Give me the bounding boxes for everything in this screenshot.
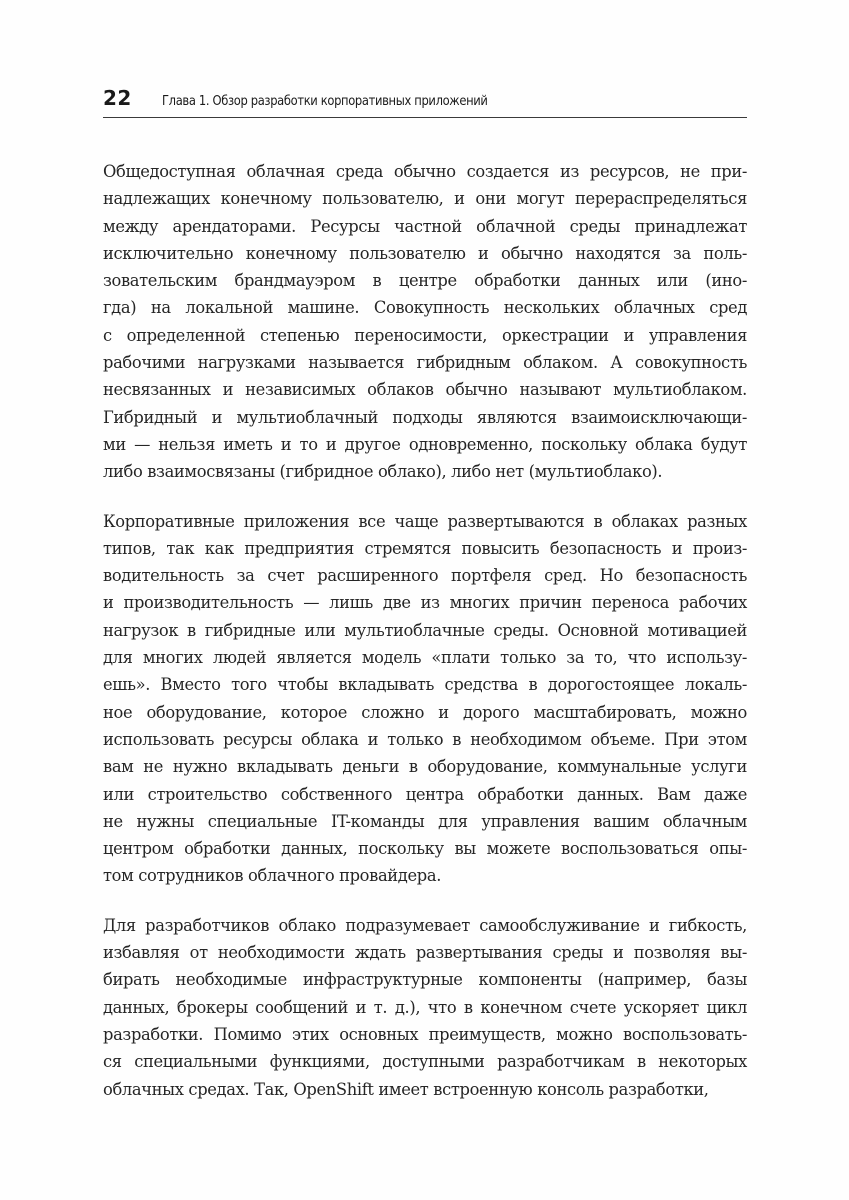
- text-line: бирать необходимые инфраструктурные компоненты (например, базы: [103, 970, 747, 990]
- chapter-title: Глава 1. Обзор разработки корпоративных приложений: [161, 94, 488, 109]
- paragraph-2: [103, 508, 747, 890]
- text-line: между арендаторами. Ресурсы частной облачной среды принадлежат: [103, 216, 747, 236]
- text-line: с определенной степенью переносимости, оркестрации и управления: [103, 325, 747, 345]
- text-line: несвязанных и независимых облаков обычно называют мультиоблаком.: [103, 380, 747, 400]
- text-line: использовать ресурсы облака и только в необходимом объеме. При этом: [103, 729, 747, 749]
- text-line: ми — нельзя иметь и то и другое одновременно, поскольку облака будут: [103, 434, 747, 454]
- text-line: Для разработчиков облако подразумевает самообслуживание и гибкость,: [103, 915, 747, 935]
- paragraph-3: [103, 912, 747, 1103]
- text-line: том сотрудников облачного провайдера.: [103, 866, 442, 886]
- text-line: исключительно конечному пользователю и обычно находятся за поль-: [103, 243, 747, 263]
- text-line: ешь». Вместо того чтобы вкладывать средства в дорогостоящее локаль-: [103, 675, 747, 695]
- text-line: центром обработки данных, поскольку вы можете воспользоваться опы-: [103, 839, 747, 859]
- body-text: [103, 158, 747, 1125]
- text-line: не нужны специальные IT-команды для управления вашим облачным: [103, 811, 747, 831]
- text-line: гда) на локальной машине. Совокупность нескольких облачных сред: [103, 298, 747, 318]
- text-line: типов, так как предприятия стремятся повысить безопасность и произ-: [103, 538, 747, 558]
- text-line: данных, брокеры сообщений и т. д.), что в конечном счете ускоряет цикл: [103, 997, 747, 1017]
- text-line: для многих людей является модель «плати только за то, что использу-: [103, 648, 747, 668]
- header-rule: [103, 117, 747, 118]
- text-line: Гибридный и мультиоблачный подходы являются взаимоисключающи-: [103, 407, 747, 427]
- page-number: 22: [103, 86, 132, 110]
- paragraph-1: [103, 158, 747, 486]
- text-line: рабочими нагрузками называется гибридным облаком. А совокупность: [103, 353, 747, 373]
- text-line: нагрузок в гибридные или мультиоблачные среды. Основной мотивацией: [103, 620, 747, 640]
- text-line: Корпоративные приложения все чаще развертываются в облаках разных: [103, 511, 747, 531]
- running-header: [103, 86, 747, 114]
- text-line: или строительство собственного центра обработки данных. Вам даже: [103, 784, 747, 804]
- text-line: ся специальными функциями, доступными разработчикам в некоторых: [103, 1052, 747, 1072]
- text-line: и производительность — лишь две из многих причин переноса рабочих: [103, 593, 747, 613]
- text-line: ное оборудование, которое сложно и дорого масштабировать, можно: [103, 702, 747, 722]
- text-line: зовательским брандмауэром в центре обработки данных или (ино-: [103, 271, 747, 291]
- text-line: либо взаимосвязаны (гибридное облако), либо нет (мультиоблако).: [103, 462, 663, 482]
- text-line: разработки. Помимо этих основных преимуществ, можно воспользовать-: [103, 1024, 747, 1044]
- text-line: надлежащих конечному пользователю, и они могут перераспределяться: [103, 189, 747, 209]
- text-line: облачных средах. Так, OpenShift имеет встроенную консоль разработки,: [103, 1079, 709, 1099]
- text-line: водительность за счет расширенного портфеля сред. Но безопасность: [103, 566, 747, 586]
- text-line: вам не нужно вкладывать деньги в оборудование, коммунальные услуги: [103, 757, 747, 777]
- text-line: избавляя от необходимости ждать развертывания среды и позволяя вы-: [103, 943, 747, 963]
- text-line: Общедоступная облачная среда обычно создается из ресурсов, не при-: [103, 162, 747, 181]
